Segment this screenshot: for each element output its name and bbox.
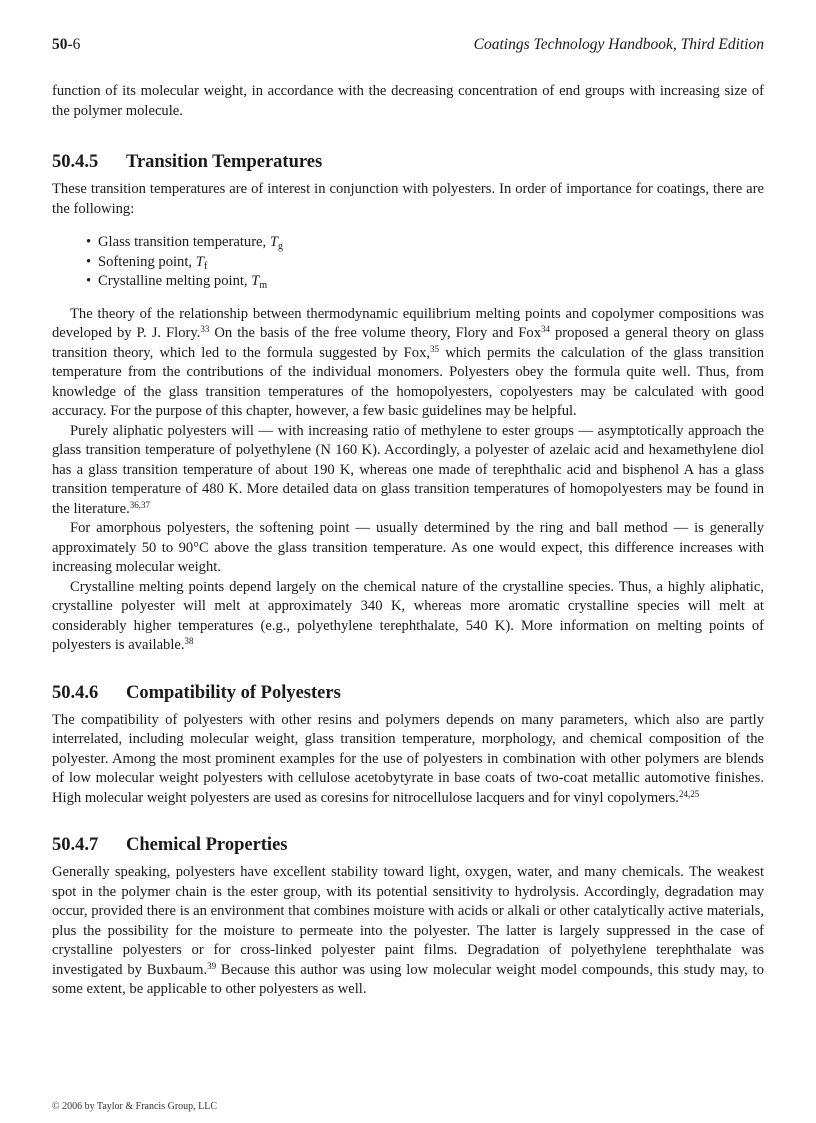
reference-marker: 34 xyxy=(541,324,551,334)
subscript: f xyxy=(203,260,208,272)
list-item-text: Crystalline melting point, xyxy=(98,273,252,289)
text: which permits the calculation of the glass transition temperature from the contributions of the individual monomers. Polyesters obey the formula quite well. Thus, from knowledge of the glass transition temperatures of the homopolyesters, copolyesters may be calculated with good accuracy. For the purpose of this chapter, however, a few basic guidelines may be helpful. xyxy=(52,344,764,419)
section-number: 50.4.6 xyxy=(52,682,99,703)
section-heading-chemical xyxy=(52,833,764,857)
transition-paragraph-2 xyxy=(52,422,764,520)
section-heading-transition xyxy=(52,150,764,174)
transition-paragraph-4 xyxy=(52,578,764,656)
transition-list xyxy=(52,233,764,292)
text: Purely aliphatic polyesters will — with increasing ratio of methylene to ester groups — asymptotically approach the glass transition temperature of polyethylene (N 160 K). Accordingly, a polyester of azelaic acid and hexamethylene diol has a glass transition temperature of about 190 K, whereas one made of terephthalic acid and bisphenol A has a glass transition temperature of 480 K. More detailed data on glass transition temperatures of homopolyesters may be found in the literature. xyxy=(52,422,764,517)
section-number: 50.4.5 xyxy=(52,152,99,172)
transition-intro: These transition temperatures are of interest in conjunction with polyesters. In order of importance for coatings, there are the following: xyxy=(52,181,764,217)
text: Generally speaking, polyesters have excellent stability toward light, oxygen, water, and many chemicals. The weakest spot in the polymer chain is the ester group, with its potential sensitivity to hydrolysis. Accordingly, degradation may occur, provided there is an environment that combines moisture with acids or alkali or other catalytically active materials, plus the possibility for the moisture to permeate into the polyester. The latter is largely suppressed in the case of crystalline polyesters or for cross-linked polyester paint films. Degradation of polyethylene terephthalate was investigated by Buxbaum. xyxy=(52,864,764,978)
text: Because this author was using low molecular weight model compounds, this study may, to some extent, be applicable to other polyesters as well. xyxy=(52,961,764,997)
list-item-text: Softening point, xyxy=(98,253,196,270)
text: Crystalline melting points depend largely on the chemical nature of the crystalline species. Thus, a highly aliphatic, crystalline polyester will melt at approximately 340 K, whereas more aromatic crystalline species will melt at considerably higher temperatures (e.g., polyethylene terephthalate, 540 K). More information on melting points of polyesters is available. xyxy=(52,578,764,653)
section-heading-compatibility xyxy=(52,681,764,705)
list-item-text: Glass transition temperature, xyxy=(98,234,270,250)
book-title: Coatings Technology Handbook, Third Edition xyxy=(473,36,764,53)
transition-paragraph-1 xyxy=(52,305,764,422)
reference-marker: 35 xyxy=(430,343,440,354)
reference-marker: 36,37 xyxy=(129,499,151,510)
page-number-page: -6 xyxy=(67,36,81,53)
intro-paragraph: function of its molecular weight, in accordance with the decreasing concentration of end groups with increasing size of the polymer molecule. xyxy=(52,83,764,119)
symbol: T xyxy=(251,273,260,289)
reference-marker: 24,25 xyxy=(678,788,700,799)
text: On the basis of the free volume theory, Flory and Fox xyxy=(209,325,542,341)
copyright-footer: © 2006 by Taylor & Francis Group, LLC xyxy=(52,1101,218,1112)
section-title: Transition Temperatures xyxy=(126,152,323,172)
section-title: Compatibility of Polyesters xyxy=(126,682,341,703)
subscript: g xyxy=(277,241,283,252)
compatibility-paragraph xyxy=(52,711,764,809)
text: The theory of the relationship between thermodynamic equilibrium melting points and copolymer compositions was developed by P. J. Flory. xyxy=(52,305,764,341)
section-number: 50.4.7 xyxy=(52,835,99,855)
symbol: T xyxy=(195,253,204,270)
list-item xyxy=(86,233,764,253)
text: proposed a general theory on glass transition theory, which led to the formula suggested by Fox, xyxy=(52,325,764,361)
reference-marker: 33 xyxy=(200,324,210,334)
section-title: Chemical Properties xyxy=(126,835,288,855)
page-number-chapter: 50 xyxy=(52,36,68,53)
reference-marker: 38 xyxy=(184,636,194,646)
list-item xyxy=(86,272,764,292)
list-item xyxy=(86,253,764,273)
subscript: m xyxy=(259,280,268,291)
running-header xyxy=(52,36,764,56)
page-body xyxy=(52,82,764,1000)
chemical-paragraph xyxy=(52,863,764,1000)
transition-paragraph-3: For amorphous polyesters, the softening point — usually determined by the ring and ball method — is generally approximately 50 to 90°C above the glass transition temperature. As one would expect, this difference increases with increasing molecular weight. xyxy=(52,520,764,575)
page-number xyxy=(52,36,80,54)
symbol: T xyxy=(269,234,278,250)
text: The compatibility of polyesters with other resins and polymers depends on many parameters, which also are partly interrelated, including molecular weight, glass transition temperature, morphology, and chemical composition of the polyester. Among the most prominent examples for the use of polyesters in combination with other polymers are blends of low molecular weight polyesters with cellulose acetobytyrate in base coats of two-coat metallic automotive finishes. High molecular weight polyesters are used as coresins for nitrocellulose lacquers and for vinyl copolymers. xyxy=(52,711,764,806)
reference-marker: 39 xyxy=(207,960,217,971)
